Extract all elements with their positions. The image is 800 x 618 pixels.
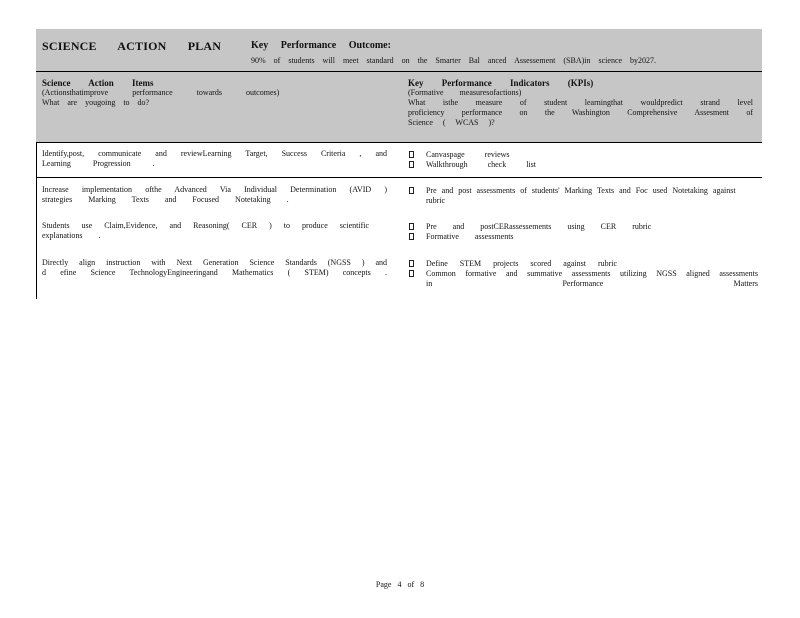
action-item-line: explanations .: [42, 231, 101, 240]
list-item: [408, 259, 758, 269]
kpi-list-3: [408, 222, 758, 242]
kpi-subtitle: (Formative measuresofactions): [408, 88, 522, 97]
checkbox-icon: [409, 233, 414, 240]
kpi-title: Key Performance Indicators (KPIs): [408, 78, 594, 88]
checkbox-icon: [409, 260, 414, 267]
page-number: Page 4 of 8: [375, 580, 425, 589]
kpi-text: Canvaspage reviews: [426, 150, 510, 159]
action-plan-table: [36, 29, 762, 299]
action-item-line: Students use Claim,Evidence, and Reasoning( CER ) to produce scientific: [42, 221, 370, 230]
kpi-header: [408, 78, 753, 128]
kpi-list-1: [408, 150, 758, 170]
kpo-text: 90% of students will meet standard on the Smarter Bal anced Assessement (SBA)in science by2027.: [251, 56, 657, 65]
list-item: [408, 232, 758, 242]
kpi-text: Common formative and summative assessments utilizing NGSS aligned assessments in Performance Matters: [426, 269, 758, 288]
kpo-label: Key Performance Outcome:: [251, 40, 391, 51]
kpi-text: Formative assessments: [426, 232, 514, 241]
list-item: [408, 186, 758, 206]
action-item-line: Learning Progression .: [42, 159, 155, 168]
kpi-question-line3: Science ( WCAS )?: [408, 118, 495, 127]
checkbox-icon: [409, 187, 414, 194]
action-item-line: Identify,post, communicate and reviewLearning Target, Success Criteria , and: [42, 149, 387, 158]
action-item-line: Directly align instruction with Next Generation Science Standards (NGSS ) and: [42, 258, 387, 267]
kpi-text: Pre and post assessments of students' Marking Texts and Foc used Notetaking against rubric: [426, 186, 736, 205]
kpi-text: Pre and postCERassessements using CER rubric: [426, 222, 652, 231]
kpi-text: Define STEM projects scored against rubric: [426, 259, 618, 268]
kpi-question-line1: What isthe measure of student learningthat wouldpredict strand level: [408, 98, 753, 107]
checkbox-icon: [409, 151, 414, 158]
kpi-text: Walkthrough check list: [426, 160, 537, 169]
divider: [36, 177, 762, 178]
action-items-header: [42, 78, 382, 108]
list-item: [408, 222, 758, 232]
action-items-subtitle: (Actionsthatimprove performance towards outcomes): [42, 88, 280, 97]
action-items-question: What are yougoing to do?: [42, 98, 150, 107]
list-item: [408, 150, 758, 160]
checkbox-icon: [409, 270, 414, 277]
kpi-question-line2: proficiency performance on the Washington Comprehensive Assesment of: [408, 108, 753, 117]
divider: [36, 142, 762, 143]
checkbox-icon: [409, 223, 414, 230]
action-item-line: strategies Marking Texts and Focused Notetaking .: [42, 195, 289, 204]
action-item-3: [42, 221, 387, 241]
plan-title: SCIENCE ACTION PLAN: [42, 39, 222, 53]
action-item-line: Increase implementation ofthe Advanced Via Individual Determination (AVID ): [42, 185, 387, 194]
action-items-title: Science Action Items: [42, 78, 154, 88]
list-item: [408, 269, 758, 289]
kpi-list-4: [408, 259, 758, 289]
checkbox-icon: [409, 161, 414, 168]
list-item: [408, 160, 758, 170]
kpi-list-2: [408, 186, 758, 206]
action-item-4: [42, 258, 387, 278]
action-item-line: d efine Science TechnologyEngineeringand Mathematics ( STEM) concepts .: [42, 268, 387, 277]
action-item-1: [42, 149, 387, 169]
action-item-2: [42, 185, 387, 205]
